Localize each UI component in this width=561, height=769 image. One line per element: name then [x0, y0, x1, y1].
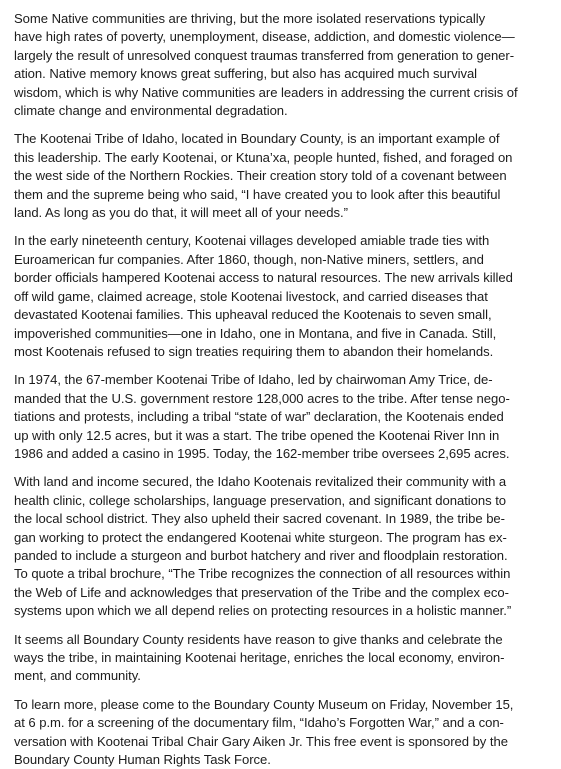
paragraph-kootenai-tribe: The Kootenai Tribe of Idaho, located in Boundary County, is an important example of this leadership. The early Kootenai, or Ktuna’xa, people hunted, fished, and foraged on the west side of the Northern Rockies. Their creation story told of a covenant between them and the supreme being who said, “I have created you to look after this beautiful land. As long as you do that, it will meet all of your needs.” — [14, 131, 513, 221]
paragraph-give-thanks: It seems all Boundary County residents have reason to give thanks and celebrate the ways the tribe, in maintaining Kootenai heritage, enriches the local economy, environ- ment, and community. — [14, 631, 505, 684]
paragraph-nineteenth-century: In the early nineteenth century, Kootenai villages developed amiable trade ties with Euroamerican fur companies. After 1860, though, non-Native miners, settlers, and border officials hampered Kootenai access to natural resources. The new arrivals killed off wild game, claimed acreage, stole Kootenai livestock, and carried diseases that devastated Kootenai families. This upheaval reduced the Kootenais to seven small, impoverished communities—one in Idaho, one in Montana, and five in Canada. Still, most Kootenais refused to sign treaties requiring them to abandon their homelands. — [14, 233, 513, 359]
paragraph-intro: Some Native communities are thriving, but the more isolated reservations typically have high rates of poverty, unemployment, disease, addiction, and domestic violence— largely the result of unresolved conquest traumas transferred from generation to gener- ation. Native memory knows great suffering, but also has acquired much survival wisdom, which is why Native communities are leaders in addressing the current crisis of climate change and environmental degradation. — [14, 11, 518, 119]
paragraph-revitalization: With land and income secured, the Idaho Kootenais revitalized their community with a health clinic, college scholarships, language preservation, and significant donations to the local school district. They also upheld their sacred covenant. In 1989, the tribe be- gan working to protect the endangered Kootenai white sturgeon. The program has ex- panded to include a sturgeon and burbot hatchery and river and floodplain restoration. To quote a tribal brochure, “The Tribe recognizes the connection of all resources within the Web of Life and acknowledges that preservation of the Tribe and the complex eco- systems upon which we all depend relies on protecting resources in a holistic manner.” — [14, 474, 512, 619]
paragraph-event-info: To learn more, please come to the Boundary County Museum on Friday, November 15, at 6 p.m. for a screening of the documentary film, “Idaho’s Forgotten War,” and a con- versation with Kootenai Tribal Chair Gary Aiken Jr. This free event is sponsored by the Boundary County Human Rights Task Force. — [14, 696, 514, 768]
paragraph-1974: In 1974, the 67-member Kootenai Tribe of Idaho, led by chairwoman Amy Trice, de- manded that the U.S. government restore 128,000 acres to the tribe. After tense nego- tiations and protests, including a tribal “state of war” declaration, the Kootenais ended up with only 12.5 acres, but it was a start. The tribe opened the Kootenai River Inn in 1986 and added a casino in 1995. Today, the 162-member tribe oversees 2,695 acres. — [14, 372, 510, 461]
